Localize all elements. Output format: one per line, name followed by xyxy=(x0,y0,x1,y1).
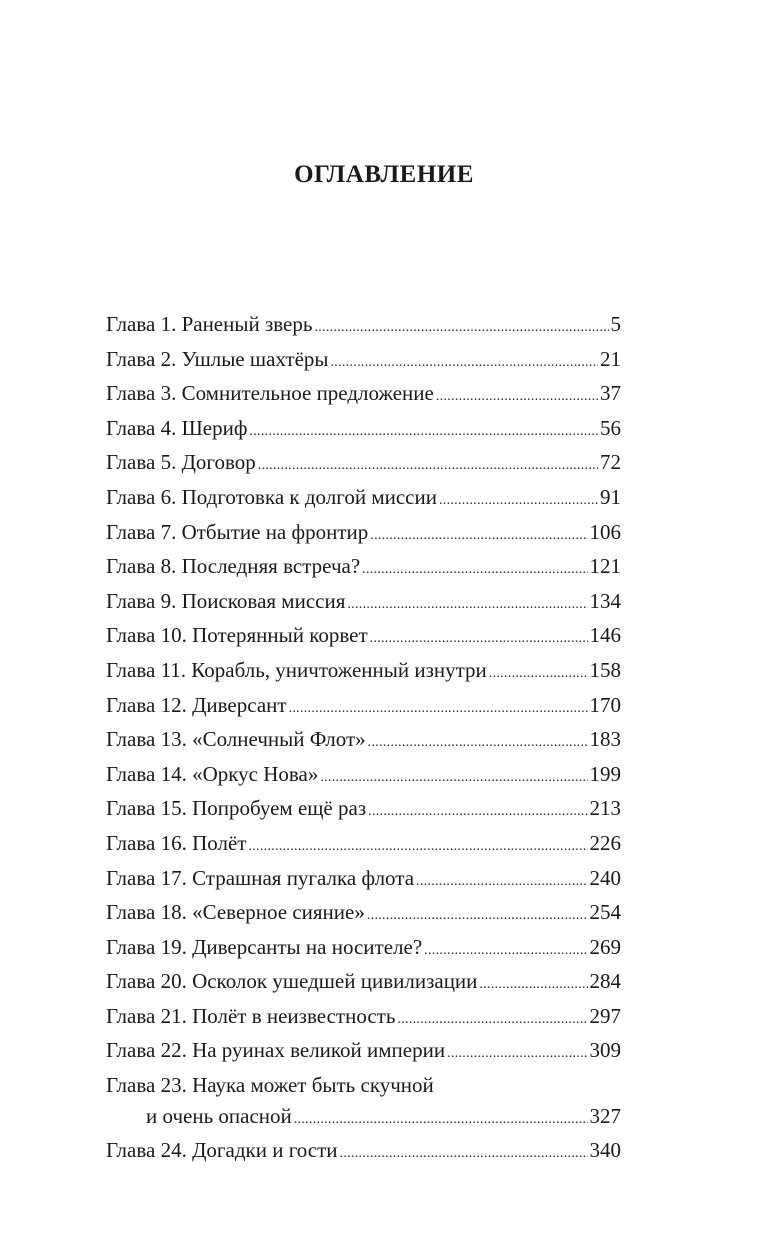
toc-entry-title: Глава 23. Наука может быть скучной xyxy=(106,1073,434,1098)
toc-entry-title: Глава 3. Сомнительное предложение xyxy=(106,381,434,406)
toc-entry-title: Глава 21. Полёт в неизвестность xyxy=(106,1003,396,1028)
dot-leader xyxy=(370,521,587,552)
toc-entry-page: 134 xyxy=(589,588,621,613)
toc-entry xyxy=(106,517,621,552)
toc-entry-title: Глава 5. Договор xyxy=(106,450,256,475)
toc-entry-page: 146 xyxy=(589,623,621,648)
toc-entry-page: 284 xyxy=(589,969,621,994)
toc-entry xyxy=(106,655,621,690)
dot-leader xyxy=(368,728,588,759)
toc-entry-page: 327 xyxy=(589,1103,621,1128)
toc-entry xyxy=(106,447,621,482)
toc-entry-title: Глава 20. Осколок ушедшей цивилизации xyxy=(106,969,478,994)
toc-entry-title: Глава 22. На руинах великой империи xyxy=(106,1038,446,1063)
toc-entry-page: 72 xyxy=(600,450,621,475)
dot-leader xyxy=(362,555,587,586)
toc-entry xyxy=(106,413,621,448)
dot-leader xyxy=(489,659,588,690)
dot-leader xyxy=(289,694,588,725)
toc-entry-page: 297 xyxy=(589,1003,621,1028)
toc-entry-page: 91 xyxy=(600,484,621,509)
toc-entry-title: Глава 13. «Солнечный Флот» xyxy=(106,727,366,752)
toc-entry-page: 254 xyxy=(589,900,621,925)
dot-leader xyxy=(347,590,587,621)
table-of-contents xyxy=(106,309,621,1170)
toc-entry-page: 21 xyxy=(600,346,621,371)
toc-entry-title: Глава 6. Подготовка к долгой миссии xyxy=(106,484,437,509)
toc-entry-page: 5 xyxy=(610,312,621,336)
toc-entry-title: Глава 1. Раненый зверь xyxy=(106,312,313,336)
toc-entry-title: Глава 8. Последняя встреча? xyxy=(106,554,361,579)
toc-entry xyxy=(106,793,621,828)
toc-entry xyxy=(106,309,621,344)
toc-entry-page: 37 xyxy=(600,381,621,406)
toc-entry-title: Глава 4. Шериф xyxy=(106,415,248,440)
toc-entry-title: Глава 14. «Оркус Нова» xyxy=(106,761,319,786)
dot-leader xyxy=(479,970,587,1001)
toc-entry-page: 183 xyxy=(589,727,621,752)
dot-leader xyxy=(436,382,598,413)
toc-entry-title: Глава 7. Отбытие на фронтир xyxy=(106,519,369,544)
toc-entry xyxy=(106,344,621,379)
toc-entry-page: 226 xyxy=(589,830,621,855)
toc-entry xyxy=(106,759,621,794)
dot-leader xyxy=(314,313,608,344)
dot-leader xyxy=(320,763,587,794)
toc-entry xyxy=(106,863,621,898)
dot-leader xyxy=(294,1105,588,1136)
toc-entry-title: Глава 12. Диверсант xyxy=(106,692,287,717)
dot-leader xyxy=(368,797,587,828)
toc-entry-page: 106 xyxy=(589,519,621,544)
toc-entry xyxy=(106,724,621,759)
toc-entry-page: 340 xyxy=(589,1138,621,1163)
toc-entry-title: Глава 10. Потерянный корвет xyxy=(106,623,368,648)
toc-entry-title: Глава 16. Полёт xyxy=(106,830,247,855)
dot-leader xyxy=(340,1139,588,1170)
toc-entry-title: Глава 24. Догадки и гости xyxy=(106,1138,338,1163)
toc-entry-title: Глава 18. «Северное сияние» xyxy=(106,900,365,925)
toc-entry xyxy=(106,828,621,863)
dot-leader xyxy=(447,1039,587,1070)
page-title: ОГЛАВЛЕНИЕ xyxy=(294,161,474,188)
toc-entry xyxy=(106,551,621,586)
toc-entry xyxy=(106,932,621,967)
toc-entry-page: 158 xyxy=(589,657,621,682)
toc-entry-title: Глава 19. Диверсанты на носителе? xyxy=(106,934,423,959)
toc-entry-page: 199 xyxy=(589,761,621,786)
toc-entry-title: Глава 11. Корабль, уничтоженный изнутри xyxy=(106,657,487,682)
dot-leader xyxy=(397,1005,587,1036)
toc-entry-page: 170 xyxy=(589,692,621,717)
toc-entry-title: Глава 15. Попробуем ещё раз xyxy=(106,796,367,821)
dot-leader xyxy=(258,451,598,482)
toc-entry xyxy=(106,378,621,413)
toc-entry-title: Глава 17. Страшная пугалка флота xyxy=(106,865,415,890)
toc-entry-page: 121 xyxy=(589,554,621,579)
toc-entry-page: 309 xyxy=(589,1038,621,1063)
dot-leader xyxy=(370,624,588,655)
dot-leader xyxy=(248,832,587,863)
dot-leader xyxy=(424,936,587,967)
toc-entry xyxy=(106,586,621,621)
toc-entry xyxy=(106,1070,621,1135)
toc-entry-title: Глава 2. Ушлые шахтёры xyxy=(106,346,329,371)
dot-leader xyxy=(249,417,598,448)
toc-entry-page: 213 xyxy=(589,796,621,821)
toc-entry xyxy=(106,620,621,655)
dot-leader xyxy=(331,348,599,379)
dot-leader xyxy=(439,486,598,517)
toc-entry xyxy=(106,482,621,517)
dot-leader xyxy=(367,901,588,932)
dot-leader xyxy=(416,867,587,898)
toc-entry-title-continued: и очень опасной xyxy=(146,1103,292,1128)
toc-entry xyxy=(106,690,621,725)
toc-entry-page: 269 xyxy=(589,934,621,959)
toc-entry-page: 240 xyxy=(589,865,621,890)
toc-entry xyxy=(106,897,621,932)
toc-entry xyxy=(106,1035,621,1070)
toc-entry-title: Глава 9. Поисковая миссия xyxy=(106,588,346,613)
toc-entry xyxy=(106,966,621,1001)
toc-entry xyxy=(106,1001,621,1036)
toc-entry xyxy=(106,1135,621,1170)
toc-entry-page: 56 xyxy=(600,415,621,440)
